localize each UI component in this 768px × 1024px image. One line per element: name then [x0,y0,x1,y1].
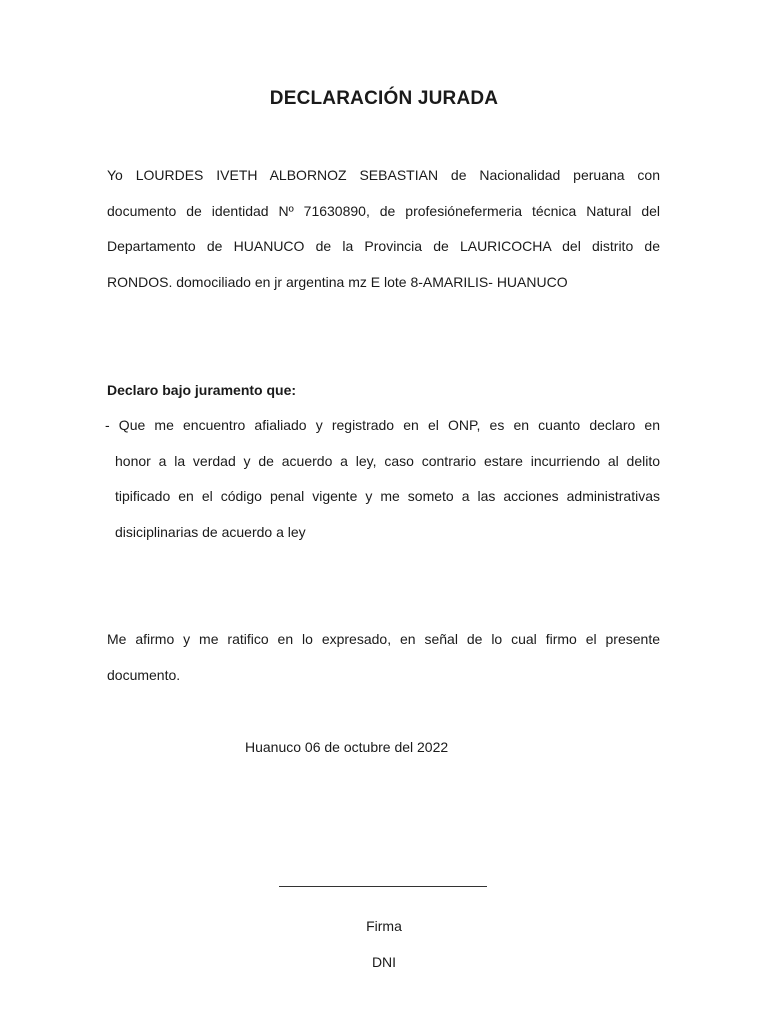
clause-line: disiciplinarias de acuerdo a ley [115,523,306,540]
place-and-date: Huanuco 06 de octubre del 2022 [245,739,449,755]
clause-line: tipificado en el código penal vigente y me someto a las acciones administrativas [115,488,660,505]
intro-line: Yo LOURDES IVETH ALBORNOZ SEBASTIAN de Nacionalidad peruana con [107,167,660,183]
signature-line [279,886,487,887]
closing-line: documento. [107,666,181,683]
clause-line: honor a la verdad y de acuerdo a ley, caso contrario estare incurriendo al delito [115,452,660,469]
clause-line: - Que me encuentro afialiado y registrado en el ONP, es en cuanto declaro en [105,417,660,433]
closing-line: Me afirmo y me ratifico en lo expresado, en señal de lo cual firmo el presente [107,631,660,647]
intro-line: Departamento de HUANUCO de la Provincia de LAURICOCHA del distrito de [107,238,660,255]
intro-line: RONDOS. domociliado en jr argentina mz E lote 8-AMARILIS- HUANUCO [107,273,568,290]
document-title: DECLARACIÓN JURADA [269,88,499,109]
intro-paragraph [107,158,660,300]
signature-label: Firma [366,918,402,934]
declaration-clause [105,408,660,550]
id-label: DNI [371,954,397,970]
closing-paragraph [107,622,660,693]
declaration-heading: Declaro bajo juramento que: [107,382,297,398]
intro-line: documento de identidad Nº 71630890, de profesiónefermeria técnica Natural del [107,202,660,219]
